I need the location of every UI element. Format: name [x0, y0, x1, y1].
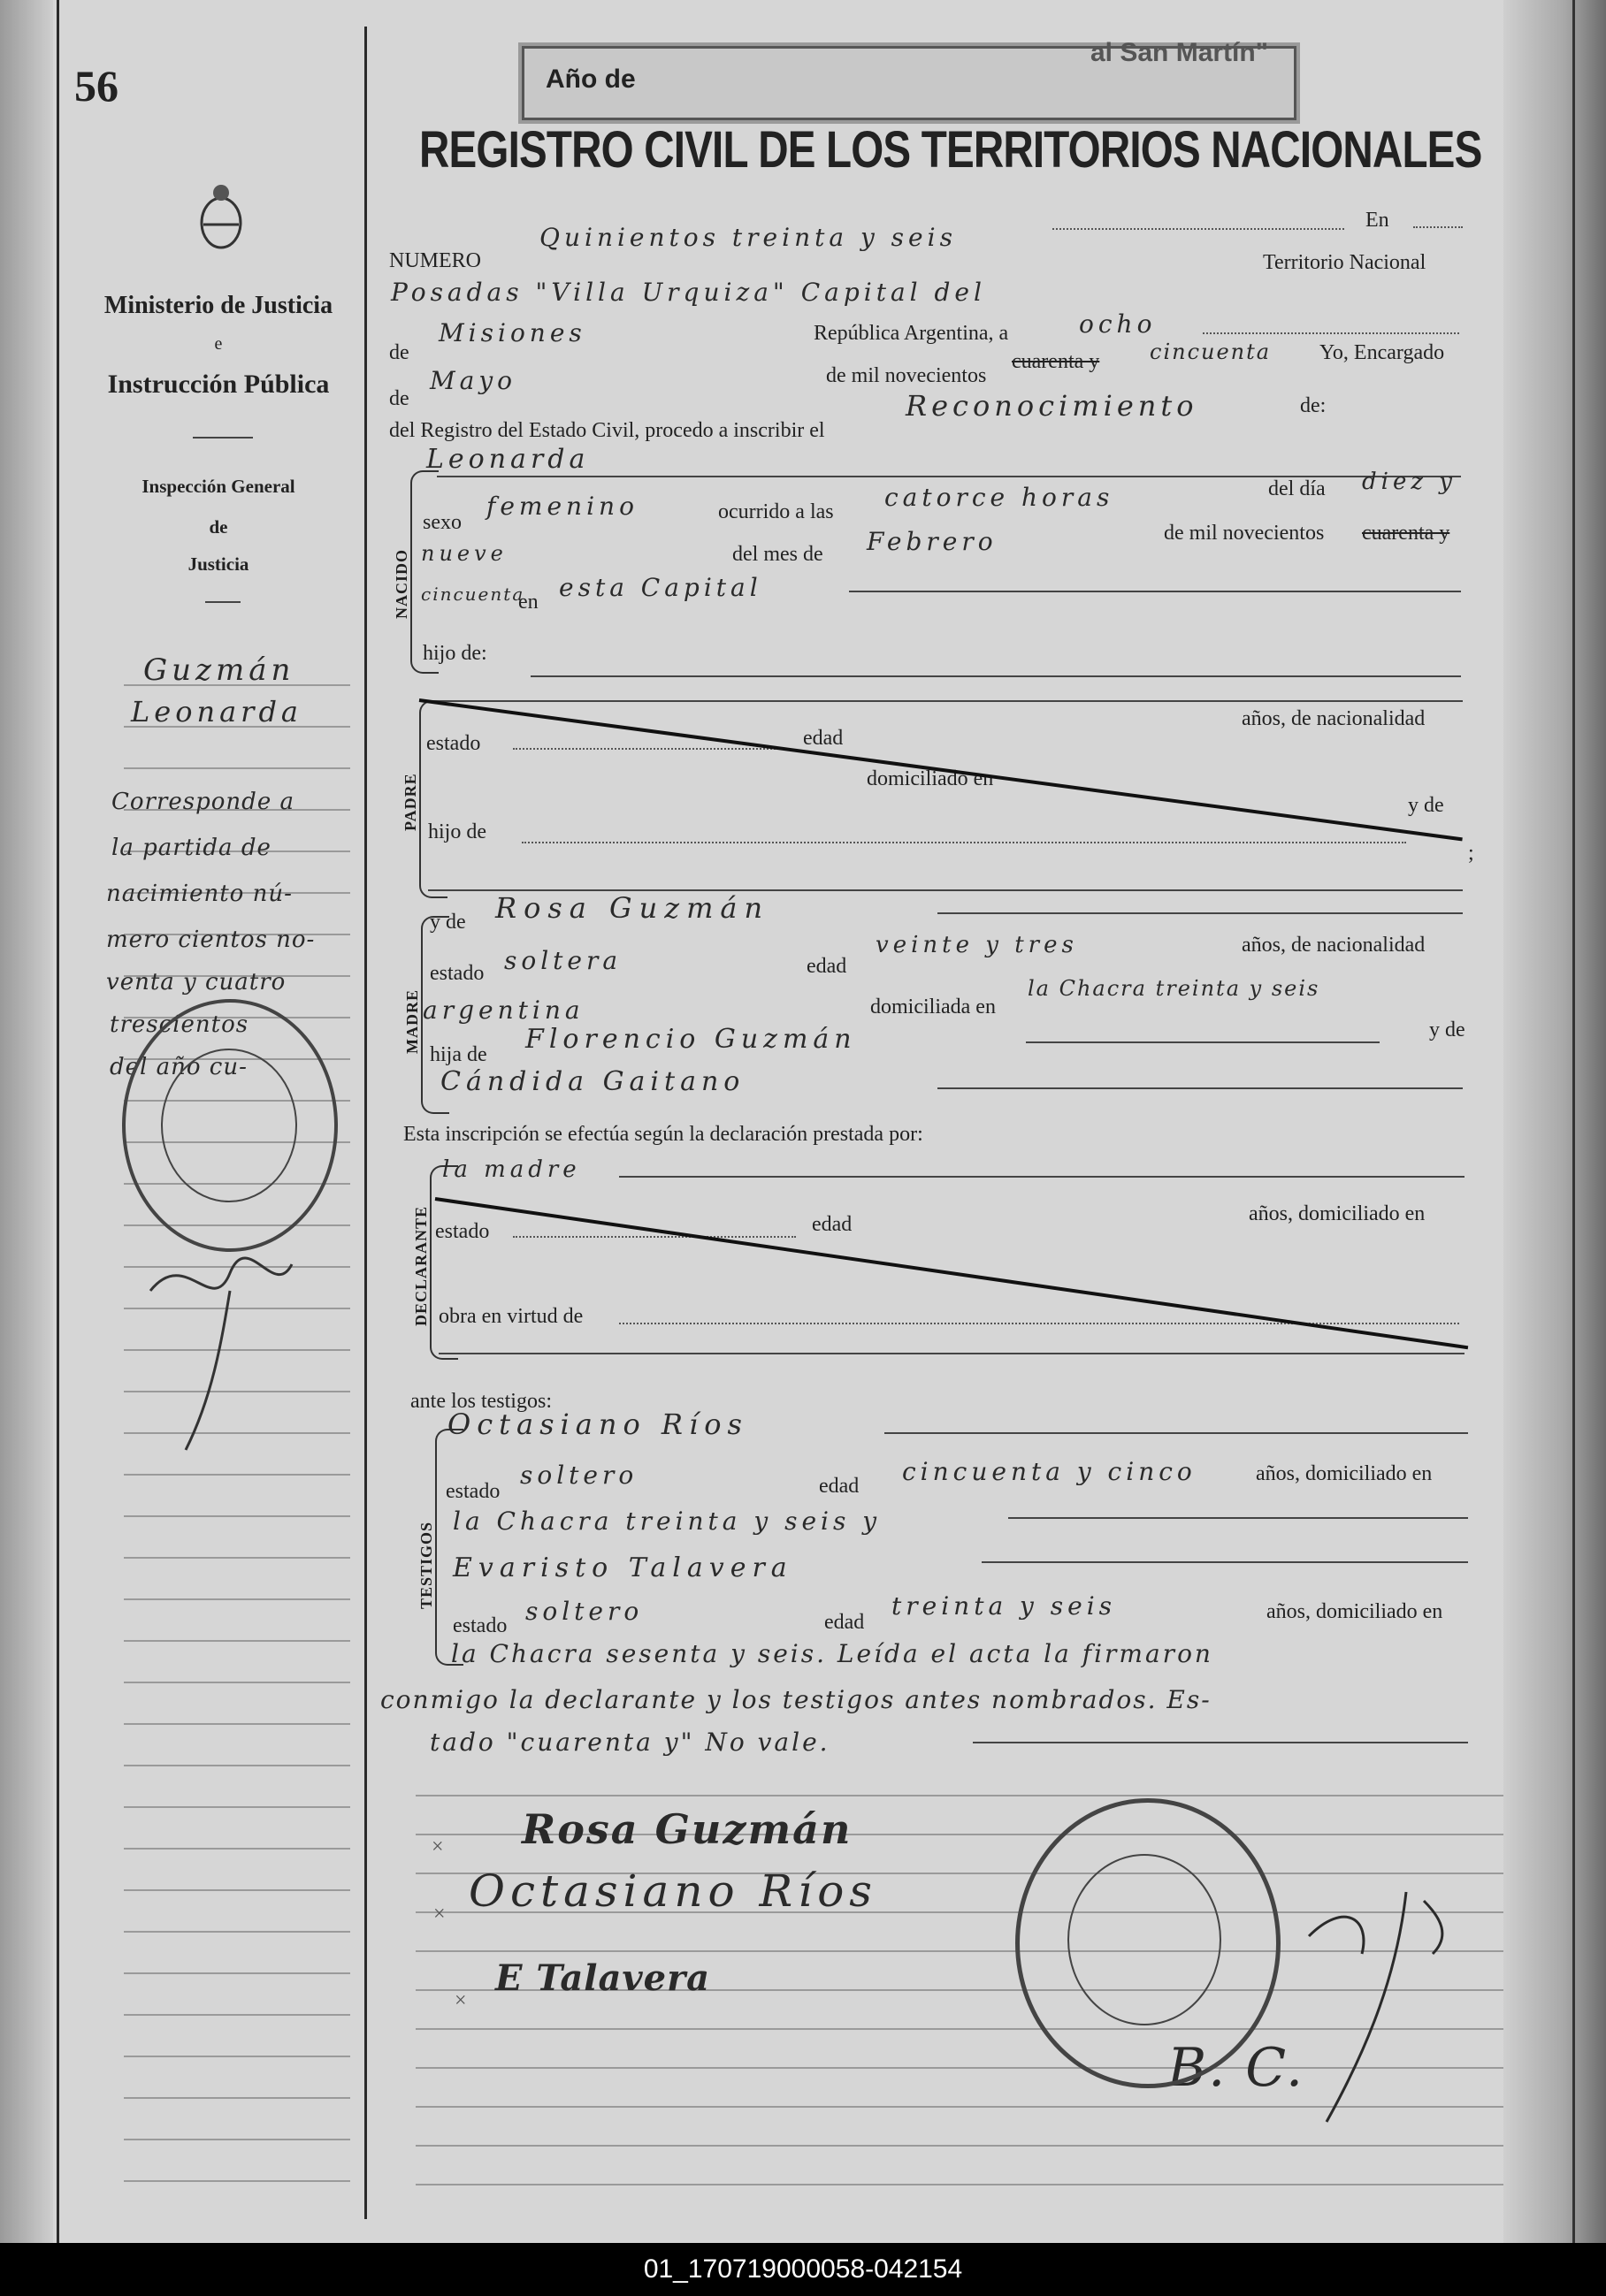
nacido-section-label: NACIDO [393, 548, 410, 619]
witness-1-name: Octasiano Ríos [447, 1407, 748, 1441]
sexo-value: femenino [486, 492, 639, 521]
declarante-estado-label: estado [435, 1220, 490, 1243]
nacido-mil-label: de mil novecientos [1164, 522, 1325, 545]
witness-1-domicilio: la Chacra treinta y seis y [453, 1507, 882, 1536]
margin-name-given: Leonarda [131, 695, 302, 728]
left-margin-ruled-line [124, 1557, 350, 1559]
margin-note-line-4: mero cientos no- [106, 927, 316, 953]
madre-name-rule [937, 912, 1463, 914]
nacido-cuarenta-struck: cuarenta y [1362, 522, 1450, 545]
year-stamp-box [522, 38, 1296, 120]
ocurrido-label: ocurrido a las [718, 500, 834, 523]
padre-anos-label: años, de nacionalidad [1242, 707, 1426, 730]
left-margin-ruled-line [124, 2097, 350, 2099]
declarante-edad-label: edad [812, 1213, 853, 1236]
padre-bracket [419, 700, 447, 898]
encargado-label: Yo, Encargado [1319, 341, 1445, 364]
margin-signature-scrawl [133, 1238, 327, 1468]
madre-domicile-value: la Chacra treinta y seis [1028, 976, 1320, 1001]
nacido-month-value: Febrero [867, 527, 998, 556]
page-edge-line [1572, 0, 1575, 2243]
margin-note-line-3: nacimiento nú- [106, 881, 293, 907]
margin-name-surname: Guzmán [143, 652, 295, 688]
closing-line-2: tado "cuarenta y" No vale. [430, 1728, 830, 1757]
declarante-dotted-2 [619, 1323, 1459, 1324]
numero-value: Quinientos treinta y seis [539, 223, 957, 252]
de-colon-label: de: [1300, 394, 1327, 417]
signature-ruled-line [416, 2184, 1503, 2185]
signature-ruled-line [416, 1795, 1503, 1796]
signature-mark-3: × [455, 1989, 467, 2012]
madre-section-label: MADRE [403, 989, 421, 1054]
testigos-section-label: TESTIGOS [417, 1521, 435, 1609]
place-value: Posadas "Villa Urquiza" Capital del [391, 278, 986, 307]
registrar-initials: B. C. [1167, 2037, 1305, 2099]
padre-semicolon: ; [1468, 842, 1474, 865]
column-divider-rule [364, 27, 367, 2219]
hijo-de-label: hijo de: [423, 642, 487, 665]
witness-1-name-rule [884, 1432, 1468, 1434]
witness-1-edad: cincuenta y cinco [902, 1457, 1197, 1486]
day-value: ocho [1079, 309, 1157, 339]
declarante-dotted-1 [513, 1236, 796, 1238]
registrar-signature-scrawl [1273, 1865, 1486, 2131]
signature-2: Octasiano Ríos [469, 1865, 877, 1917]
declarante-anos-label: años, domiciliado en [1249, 1202, 1426, 1225]
testigos-intro: ante los testigos: [410, 1390, 552, 1413]
registro-label: del Registro del Estado Civil, procedo a inscribir el [389, 419, 825, 442]
year-stamp-text: al San Martín" [1090, 38, 1268, 67]
registrar-seal-inner-ring [1067, 1854, 1221, 2025]
inspection-line-3: Justicia [187, 553, 249, 575]
closing-rule [973, 1742, 1468, 1743]
inspection-line-1: Inspección General [141, 476, 295, 497]
margin-seal-inner-ring [161, 1049, 297, 1202]
witness-2-estado: soltero [525, 1597, 644, 1626]
declarante-bracket [430, 1165, 458, 1360]
madre-name: Rosa Guzmán [495, 891, 770, 925]
nacido-place-prefix: en [518, 591, 539, 614]
mil-novecientos-label: de mil novecientos [826, 364, 987, 387]
left-margin-ruled-line [124, 1765, 350, 1766]
padre-edad-label: edad [803, 727, 844, 750]
madre-father-value: Florencio Guzmán [525, 1024, 857, 1055]
left-margin-ruled-line [124, 1474, 350, 1476]
left-margin-ruled-line [124, 2014, 350, 2016]
madre-mother-rule [937, 1087, 1463, 1089]
padre-y-de-label: y de [1408, 794, 1444, 817]
signature-1: Rosa Guzmán [522, 1805, 853, 1853]
witness-2-name: Evaristo Talavera [453, 1552, 793, 1583]
padre-estado-label: estado [426, 732, 481, 755]
madre-edad-label: edad [807, 955, 847, 978]
left-margin-ruled-line [124, 1889, 350, 1891]
madre-nationality-value: argentina [423, 995, 585, 1025]
left-margin-rule [57, 0, 59, 2243]
hour-value: catorce horas [884, 483, 1114, 512]
madre-estado-label: estado [430, 962, 485, 985]
year-value: cincuenta [1150, 339, 1272, 364]
witness-1-anos-label: años, domiciliado en [1256, 1462, 1433, 1485]
territorio-label: Territorio Nacional [1263, 251, 1426, 274]
de-label-2: de [389, 387, 409, 410]
witness-2-name-rule [982, 1561, 1468, 1563]
left-margin-ruled-line [124, 1515, 350, 1517]
closing-line-1: conmigo la declarante y los testigos antes nombrados. Es- [380, 1685, 1212, 1714]
left-margin-ruled-line [124, 1640, 350, 1642]
witness-1-estado: soltero [520, 1461, 639, 1490]
signature-ruled-line [416, 2145, 1503, 2147]
declarante-obra-label: obra en virtud de [439, 1305, 584, 1328]
page-right-edge [1503, 0, 1606, 2243]
ministry-and: e [214, 334, 223, 354]
margin-note-line-2: la partida de [111, 835, 271, 861]
witness-1-domicilio-rule [1008, 1517, 1468, 1519]
day-dotted-line [1203, 332, 1459, 334]
image-id-caption: 01_170719000058-042154 [0, 2243, 1606, 2296]
declarante-value: la madre [442, 1156, 581, 1183]
left-margin-ruled-line [124, 1972, 350, 1974]
witness-1-estado-label: estado [446, 1480, 501, 1503]
ministry-divider [193, 437, 253, 439]
left-margin-ruled-line [124, 1682, 350, 1683]
registrar-official-seal [1015, 1798, 1281, 2088]
year-label: Año de [546, 65, 636, 94]
declarante-value-rule [619, 1176, 1465, 1178]
padre-hijo-de-label: hijo de [428, 820, 486, 843]
folio-number: 56 [74, 61, 119, 111]
left-margin-ruled-line [124, 1848, 350, 1850]
margin-note-line-6: trescientos [110, 1011, 249, 1038]
left-margin-ruled-line [124, 2139, 350, 2140]
inspection-divider [205, 601, 241, 603]
en-dotted-line [1413, 226, 1463, 228]
month-value: Mayo [430, 366, 517, 395]
sexo-label: sexo [423, 511, 462, 534]
nacido-name: Leonarda [426, 444, 590, 475]
left-margin-ruled-line [124, 1931, 350, 1933]
nacido-day-value-2: nueve [421, 541, 508, 566]
del-mes-label: del mes de [732, 543, 823, 566]
en-label: En [1365, 209, 1389, 232]
padre-section-label: PADRE [402, 773, 419, 831]
republica-label: República Argentina, a [814, 322, 1009, 345]
witness-2-edad-label: edad [824, 1611, 865, 1634]
witness-1-edad-label: edad [819, 1475, 860, 1498]
madre-hija-de-label: hija de [430, 1043, 487, 1066]
signature-mark-1: × [432, 1835, 444, 1858]
witness-2-estado-label: estado [453, 1614, 508, 1637]
binding-shadow [0, 0, 53, 2243]
declarante-section-label: DECLARANTE [412, 1205, 430, 1326]
padre-top-rule [419, 700, 1463, 702]
nacido-place-value: esta Capital [559, 573, 762, 602]
margin-note-line-1: Corresponde a [111, 789, 294, 815]
nacido-place-rule [849, 591, 1461, 592]
hijo-de-rule [531, 675, 1461, 677]
witness-2-anos-label: años, domiciliado en [1266, 1600, 1443, 1623]
territory-value: Misiones [439, 318, 586, 347]
margin-note-line-5: venta y cuatro [106, 969, 287, 995]
witness-2-domicilio: la Chacra sesenta y seis. Leída el acta la firmaron [451, 1639, 1213, 1668]
madre-anos-label: años, de nacionalidad [1242, 934, 1426, 957]
inspection-line-2: de [209, 516, 228, 538]
declarante-bottom-rule [439, 1353, 1465, 1354]
numero-dotted-line [1052, 228, 1344, 230]
madre-edad-value: veinte y tres [876, 932, 1078, 958]
padre-dotted-2 [522, 842, 1406, 843]
coat-of-arms-icon [196, 180, 246, 251]
madre-y-de-label-2: y de [1429, 1018, 1465, 1041]
madre-domiciliada-label: domiciliada en [870, 995, 996, 1018]
left-margin-ruled-line [124, 1598, 350, 1600]
left-margin-ruled-line [124, 2056, 350, 2057]
nacido-day-value: diez y [1362, 469, 1457, 495]
ministry-line-1: Ministerio de Justicia [103, 292, 333, 319]
declarante-intro: Esta inscripción se efectúa según la declaración prestada por: [403, 1123, 923, 1146]
de-label: de [389, 341, 409, 364]
del-dia-label: del día [1268, 477, 1326, 500]
witness-2-edad: treinta y seis [891, 1591, 1117, 1621]
madre-estado-value: soltera [504, 946, 623, 975]
signature-mark-2: × [433, 1903, 446, 1926]
madre-father-rule [1026, 1041, 1380, 1043]
numero-label: NUMERO [389, 249, 482, 272]
register-title: REGISTRO CIVIL DE LOS TERRITORIOS NACIONALES [419, 121, 1482, 179]
left-margin-ruled-line [124, 1723, 350, 1725]
signature-3: E Talavera [495, 1957, 711, 1999]
padre-domiciliado-label: domiciliado en [867, 767, 994, 790]
padre-dotted-1 [513, 748, 778, 750]
nacido-year-value: cincuenta [421, 584, 525, 605]
margin-note-line-7: del año cu- [110, 1054, 248, 1080]
madre-mother-value: Cándida Gaitano [440, 1066, 746, 1097]
madre-y-de-label: y de [430, 911, 466, 934]
left-margin-ruled-line [124, 767, 350, 769]
ministry-line-2: Instrucción Pública [107, 370, 330, 399]
left-margin-ruled-line [124, 2180, 350, 2182]
margin-official-seal [122, 999, 338, 1252]
cuarenta-struck: cuarenta y [1012, 350, 1100, 373]
act-type-value: Reconocimiento [906, 389, 1198, 423]
left-margin-ruled-line [124, 1806, 350, 1808]
